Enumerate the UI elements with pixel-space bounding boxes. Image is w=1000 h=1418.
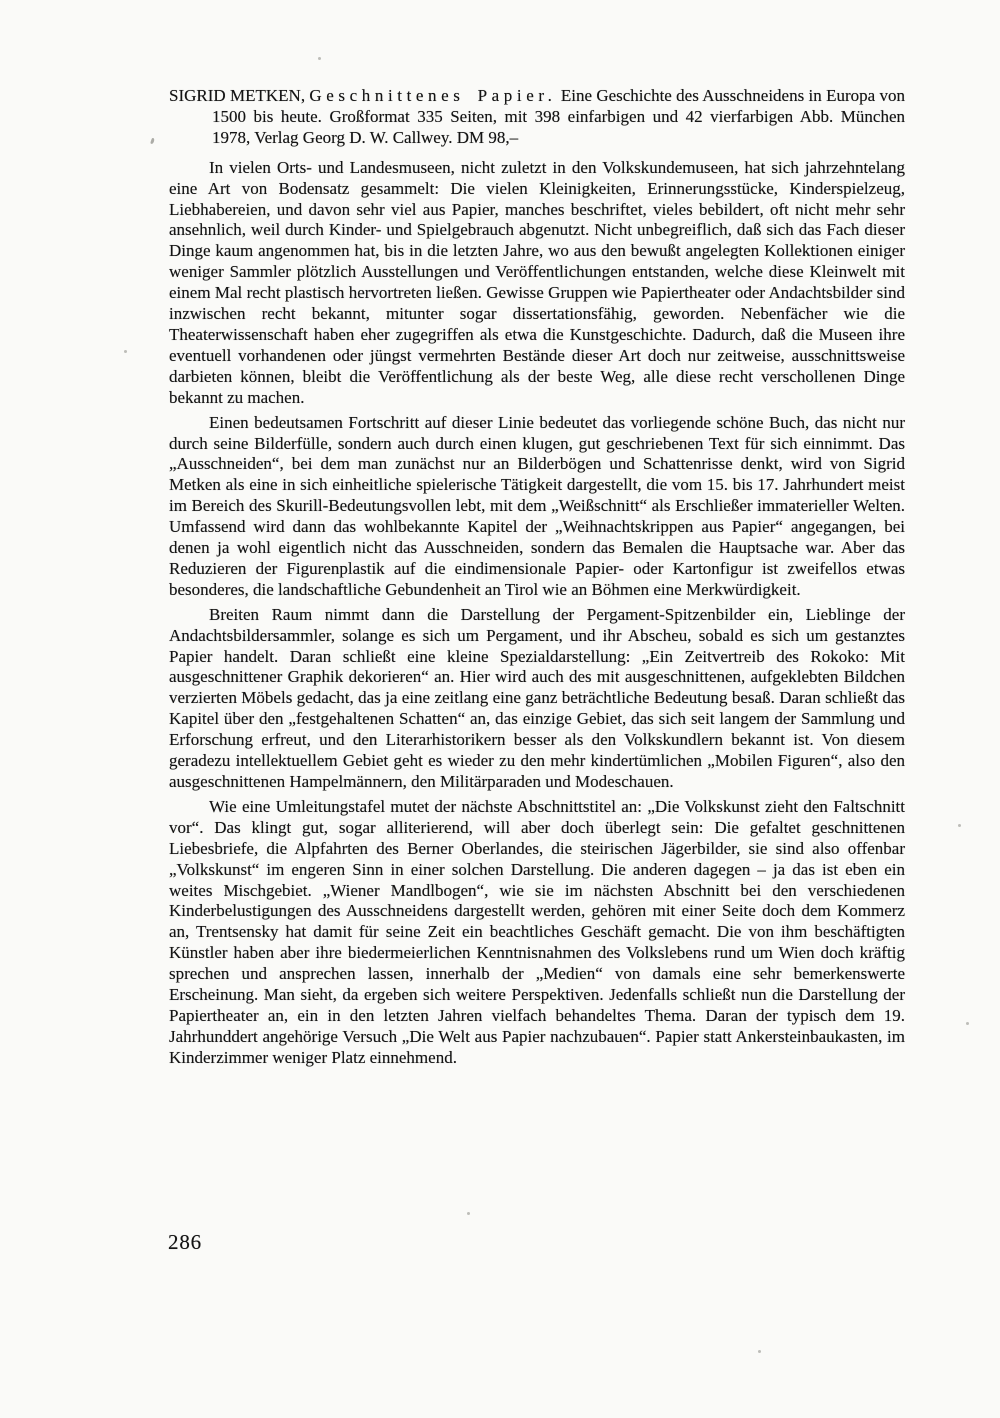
scan-artifact <box>966 1022 969 1025</box>
scan-artifact <box>958 824 961 827</box>
scan-artifact <box>758 1350 761 1353</box>
body-paragraph: Wie eine Umleitungstafel mutet der nächste Abschnittstitel an: „Die Volkskunst zieht den Faltschnitt vor“. Das klingt gut, sogar alliterierend, will aber doch überlegt sein: Die gefaltet geschnittenen Liebesbriefe, die Alpfahrten des Berner Oberlandes, die steirischen Jägerbilder, sie sind also offenbar „Volkskunst“ im engeren Sinn in einer solchen Darstellung. Die anderen dagegen – ja das ist eben ein weites Mischgebiet. „Wiener Mandlbogen“, wie sie im nächsten Abschnitt bei den verschiedenen Kinderbelustigungen des Ausschneidens dargestellt werden, gehören mit einer Seite doch dem Kommerz an, Trentsensky hat damit für seine Zeit ein beachtliches Geschäft gemacht. Die von ihm beschäftigten Künstler haben aber ihre biedermeierlichen Kenntnisnahmen des Volkslebens rund um Wien doch kräftig sprechen und ansprechen lassen, innerhalb der „Medien“ von damals eine sehr bemerkenswerte Erscheinung. Man sieht, da ergeben sich weitere Perspektiven. Jedenfalls schließt nun die Darstellung der Papiertheater an, ein in den letzten Jahren vielfach behandeltes Thema. Daran der typisch dem 19. Jahrhunddert angehörige Versuch „Die Welt aus Papier nachzubauen“. Papier statt Ankersteinbaukasten, im Kinderzimmer weniger Platz einnehmend. <box>169 796 905 1067</box>
body-paragraph: Einen bedeutsamen Fortschritt auf dieser Linie bedeutet das vorliegende schöne Buch, das nicht nur durch seine Bilderfülle, sondern auch durch einen klugen, gut geschriebenen Text für sich einnimmt. Das „Ausschneiden“, bei dem man zunächst nur an Bilderbögen und Schattenrisse denkt, wird von Sigrid Metken als eine in sich einheitliche spielerische Tätigkeit dargestellt, die vom 15. bis 17. Jahrhundert meist im Bereich des Skurill-Bedeutungsvollen lebt, mit dem „Weißschnitt“ als Erschließer immaterieller Welten. Umfassend wird dann das wohlbekannte Kapitel der „Weihnachtskrippen aus Papier“ angegangen, bei denen ja wohl eigentlich nicht das Ausschneiden, sondern das Bemalen die Hauptsache war. Aber das Reduzieren der Figurenplastik auf die eindimensionale Papier- oder Kartonfigur ist zweifellos etwas besonderes, die landschaftliche Gebundenheit an Tirol wie an Böhmen eine Merkwürdigkeit. <box>169 412 905 599</box>
body-paragraph: Breiten Raum nimmt dann die Darstellung der Pergament-Spitzenbilder ein, Lieblinge der Andachtsbildersammler, solange es sich um Pergament, und ihr Abscheu, sobald es sich um gestanztes Papier handelt. Daran schließt eine kleine Spezialdarstellung: „Ein Zeitvertreib des Rokoko: Mit ausgeschnittener Graphik dekorieren“ an. Hier wird auch des mit ausgeschnittenen, aufgeklebten Bildchen verzierten Möbels gedacht, das ja eine zeitlang eine ganz beträchtliche Bedeutung besaß. Daran schließt das Kapitel über den „festgehaltenen Schatten“ an, das einzige Gebiet, das sich seit langem der Sammlung und Erforschung erfreut, und den Literarhistorikern besser als den Volkskundlern bekannt ist. Von diesem geradezu intellektuellem Gebiet geht es wieder zu den mehr kindertümlichen „Mobilen Figuren“, also den ausgeschnittenen Hampelmännern, den Militärparaden und Modeschauen. <box>169 604 905 791</box>
book-reference <box>169 86 905 149</box>
scan-artifact <box>150 138 155 145</box>
body-paragraph: In vielen Orts- und Landesmuseen, nicht zuletzt in den Volkskundemuseen, hat sich jahrzehntelang eine Art von Bodensatz gesammelt: Die vielen Kleinigkeiten, Erinnerungsstücke, Kinderspielzeug, Liebhabereien, und davon sehr viel aus Papier, manches beschriftet, vieles bebildert, oft nicht mehr sehr ansehnlich, weil durch Kinder- und Spielgebrauch abgenutzt. Nicht unbegreiflich, daß sich das Fach dieser Dinge kaum angenommen hat, bis in die letzten Jahre, wo aus den bewußt angelegten Kollektionen einiger weniger Sammler plötzlich Ausstellungen und Veröffentlichungen entstanden, welche diese Kleinwelt mit einem Mal recht plastisch hervortreten ließen. Gewisse Gruppen wie Papiertheater oder Andachtsbilder sind inzwischen recht bekannt, mitunter sogar dissertationsfähig, geworden. Nebenfächer wie die Theaterwissenschaft haben eher zugegriffen als etwa die Kunstgeschichte. Dadurch, daß die Museen ihre eventuell vorhandenen oder jüngst vermehrten Bestände dieser Art doch nur zeitweise, ausschnittsweise darbieten können, bleibt die Veröffentlichung als der beste Weg, alle diese recht verschollenen Dinge bekannt zu machen. <box>169 157 905 407</box>
reference-details: Eine Geschichte des Ausschneidens in Europa von 1500 bis heute. Großformat 335 Seiten, mit 398 einfarbigen und 42 vierfarbigen Abb. München 1978, Verlag Georg D. W. Callwey. DM 98,– <box>212 86 906 147</box>
scan-artifact <box>467 1212 470 1215</box>
reference-author: SIGRID METKEN, <box>169 86 306 105</box>
scan-artifact <box>318 57 321 60</box>
reference-book-title: Geschnittenes Papier. <box>309 86 557 105</box>
page-number: 286 <box>168 1230 203 1254</box>
scan-artifact <box>124 350 127 353</box>
text-column <box>169 86 905 1069</box>
